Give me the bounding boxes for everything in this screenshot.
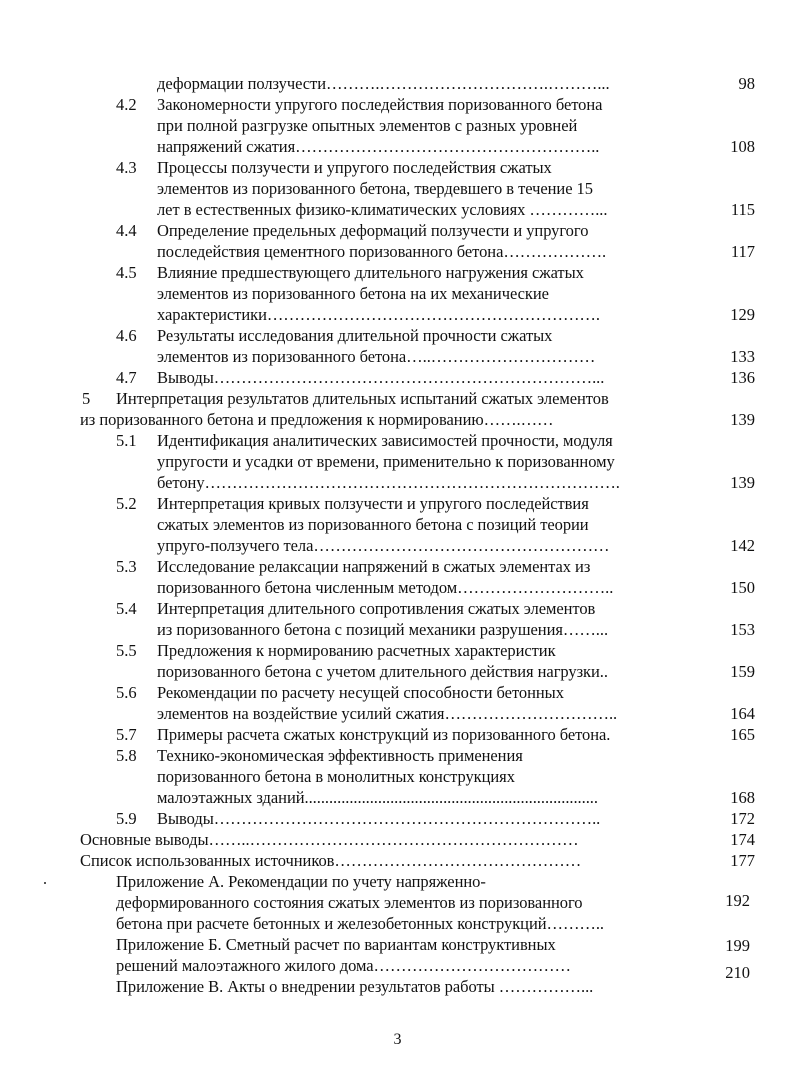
- toc-entry-4-7-number: 4.7: [116, 368, 137, 387]
- toc-entry-4-2-line: напряжений сжатия………………………………………………..: [157, 137, 600, 156]
- toc-appendix-b-line: Приложение Б. Сметный расчет по вариантам конструктивных: [116, 935, 556, 954]
- toc-references-line: Список использованных источников………………………………………: [80, 851, 582, 870]
- toc-entry-5-4-page: 153: [730, 620, 755, 639]
- toc-appendix-b-page: 199: [725, 936, 750, 955]
- toc-appendix-v-page: 210: [725, 963, 750, 982]
- toc-appendix-v-line: Приложение В. Акты о внедрении результатов работы ……………...: [116, 977, 594, 996]
- toc-entry-4-2-page: 108: [730, 137, 755, 156]
- toc-entry-4-4-page: 117: [730, 242, 755, 261]
- toc-entry-5-6-line: Рекомендации по расчету несущей способности бетонных: [157, 683, 564, 702]
- toc-chapter-5-line: Интерпретация результатов длительных испытаний сжатых элементов: [116, 389, 609, 408]
- toc-entry-5-1-line: Идентификация аналитических зависимостей прочности, модуля: [157, 431, 613, 450]
- toc-main-conclusions-line: Основные выводы……..……………………………………………………: [80, 830, 579, 849]
- toc-entry-5-8-page: 168: [730, 788, 755, 807]
- toc-entry-5-2-line: сжатых элементов из поризованного бетона с позиций теории: [157, 515, 589, 534]
- toc-entry-4-2-line: Закономерности упругого последействия поризованного бетона: [157, 95, 603, 114]
- toc-entry-4-5-number: 4.5: [116, 263, 137, 282]
- scan-speck: [44, 882, 46, 884]
- toc-entry-5-1-number: 5.1: [116, 431, 137, 450]
- toc-entry-5-6-line: элементов на воздействие усилий сжатия…………………………..: [157, 704, 618, 723]
- toc-references-page: 177: [730, 851, 755, 870]
- toc-entry-5-3-line: поризованного бетона численным методом………………………..: [157, 578, 614, 597]
- toc-entry-5-9-page: 172: [730, 809, 755, 828]
- toc-entry-4-2-line: при полной разгрузке опытных элементов с разных уровней: [157, 116, 578, 135]
- toc-entry-5-4-number: 5.4: [116, 599, 137, 618]
- toc-entry-4-6-number: 4.6: [116, 326, 137, 345]
- toc-entry-4-5-line: Влияние предшествующего длительного нагружения сжатых: [157, 263, 584, 282]
- toc-entry-5-8-number: 5.8: [116, 746, 137, 765]
- toc-entry-5-7-line: Примеры расчета сжатых конструкций из поризованного бетона.: [157, 725, 611, 744]
- toc-entry-5-8-line: Технико-экономическая эффективность применения: [157, 746, 523, 765]
- toc-entry-5-2-line: Интерпретация кривых ползучести и упругого последействия: [157, 494, 589, 513]
- toc-entry-5-7-number: 5.7: [116, 725, 137, 744]
- toc-entry-5-5-line: Предложения к нормированию расчетных характеристик: [157, 641, 556, 660]
- toc-entry-4-4-line: Определение предельных деформаций ползучести и упругого: [157, 221, 589, 240]
- toc-entry-4-3-line: элементов из поризованного бетона, твердевшего в течение 15: [157, 179, 593, 198]
- toc-entry-5-2-line: упруго-ползучего тела………………………………………………: [157, 536, 610, 555]
- toc-entry-4-7-page: 136: [730, 368, 755, 387]
- toc-chapter-5-number: 5: [82, 389, 91, 408]
- toc-entry-5-2-page: 142: [730, 536, 755, 555]
- toc-entry-4-3-page: 115: [730, 200, 755, 219]
- toc-chapter-5-line: из поризованного бетона и предложения к нормированию…….……: [80, 410, 554, 429]
- toc-entry-5-4-line: Интерпретация длительного сопротивления сжатых элементов: [157, 599, 596, 618]
- toc-entry-4-6-line: элементов из поризованного бетона…..…………………………: [157, 347, 596, 366]
- toc-entry-4-5-page: 129: [730, 305, 755, 324]
- toc-chapter-5-page: 139: [730, 410, 755, 429]
- toc-entry-5-1-page: 139: [730, 473, 755, 492]
- toc-entry-5-5-number: 5.5: [116, 641, 137, 660]
- toc-entry-5-6-page: 164: [730, 704, 755, 723]
- page-number: 3: [393, 1031, 402, 1048]
- toc-entry-5-1-line: бетону………………………………………………………………….: [157, 473, 620, 492]
- toc-entry-4-5-line: характеристики…………………………………………………….: [157, 305, 600, 324]
- toc-entry-4-4-number: 4.4: [116, 221, 137, 240]
- toc-entry-5-8-line: малоэтажных зданий........................................................................: [157, 788, 598, 807]
- toc-main-conclusions-page: 174: [730, 830, 755, 849]
- toc-entry-5-9-number: 5.9: [116, 809, 137, 828]
- toc-entry-5-4-line: из поризованного бетона с позиций механики разрушения……...: [157, 620, 609, 639]
- toc-entry-4-3-line: Процессы ползучести и упругого последействия сжатых: [157, 158, 552, 177]
- toc-entry-4-1-cont-line: деформации ползучести……….………………………….………...: [157, 74, 610, 93]
- toc-entry-5-6-number: 5.6: [116, 683, 137, 702]
- toc-entry-5-3-number: 5.3: [116, 557, 137, 576]
- toc-entry-4-4-line: последействия цементного поризованного бетона……………….: [157, 242, 607, 261]
- toc-entry-5-7-page: 165: [730, 725, 755, 744]
- toc-entry-4-5-line: элементов из поризованного бетона на их механические: [157, 284, 549, 303]
- toc-entry-5-1-line: упругости и усадки от времени, применительно к поризованному: [157, 452, 615, 471]
- toc-appendix-a-page: 192: [725, 891, 750, 910]
- toc-entry-5-3-page: 150: [730, 578, 755, 597]
- toc-entry-4-3-number: 4.3: [116, 158, 137, 177]
- toc-entry-4-6-page: 133: [730, 347, 755, 366]
- toc-entry-5-8-line: поризованного бетона в монолитных конструкциях: [157, 767, 515, 786]
- toc-entry-4-7-line: Выводы……………………………………………………………...: [157, 368, 605, 387]
- toc-entry-4-6-line: Результаты исследования длительной прочности сжатых: [157, 326, 553, 345]
- toc-entry-4-1-page: 98: [738, 74, 755, 93]
- toc-entry-4-3-line: лет в естественных физико-климатических условиях …………...: [157, 200, 608, 219]
- toc-entry-5-2-number: 5.2: [116, 494, 137, 513]
- toc-appendix-a-line: бетона при расчете бетонных и железобетонных конструкций………..: [116, 914, 605, 933]
- toc-entry-5-5-page: 159: [730, 662, 755, 681]
- toc-appendix-a-line: деформированного состояния сжатых элементов из поризованного: [116, 893, 583, 912]
- toc-entry-4-2-number: 4.2: [116, 95, 137, 114]
- toc-entry-5-5-line: поризованного бетона с учетом длительного действия нагрузки..: [157, 662, 608, 681]
- toc-appendix-a-line: Приложение А. Рекомендации по учету напряженно-: [116, 872, 486, 891]
- toc-appendix-b-line: решений малоэтажного жилого дома………………………………: [116, 956, 571, 975]
- toc-entry-5-3-line: Исследование релаксации напряжений в сжатых элементах из: [157, 557, 591, 576]
- toc-entry-5-9-line: Выводы……………………………………………………………..: [157, 809, 601, 828]
